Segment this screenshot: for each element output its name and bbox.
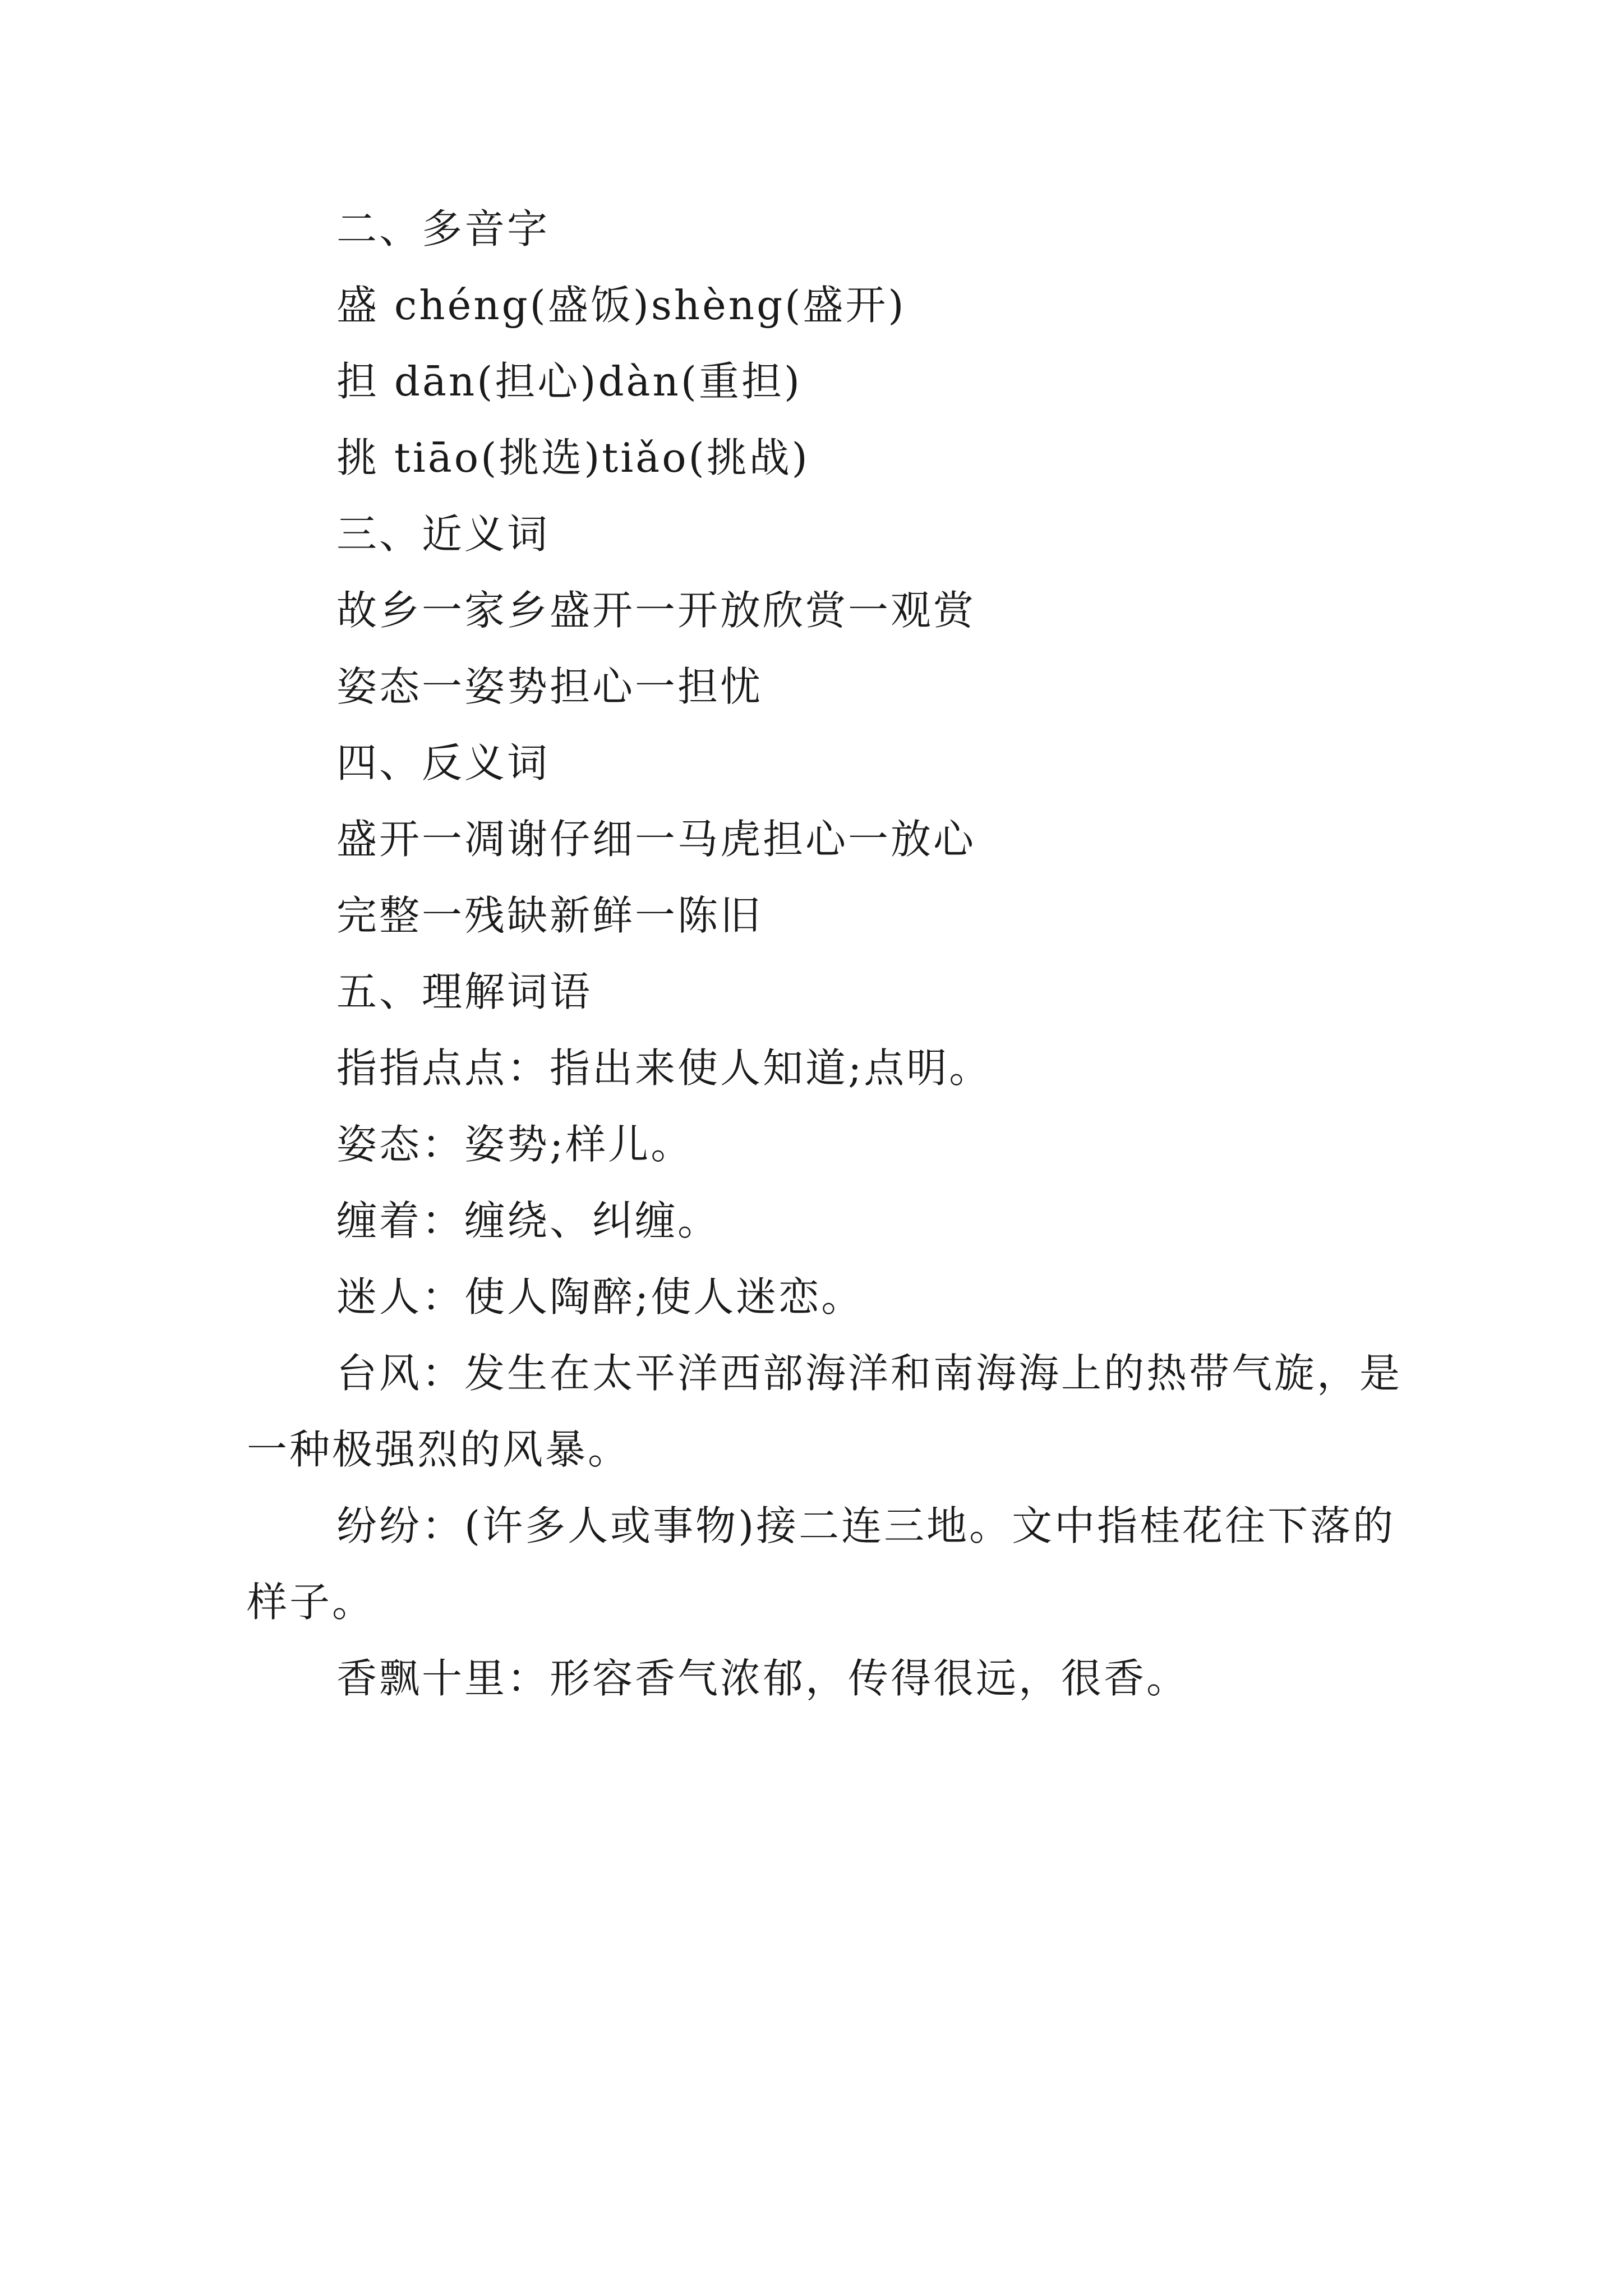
vocabulary-definition-paragraph: 香飘十里：形容香气浓郁，传得很远，很香。 [336,1655,1189,1702]
vocabulary-definition: 指指点点：指出来使人知道;点明。 [336,1045,992,1092]
antonym-item: 盛开一凋谢仔细一马虎担心一放心 [336,816,976,863]
polyphonic-item: 盛 chéng(盛饭)shèng(盛开) [336,282,906,329]
section-heading-vocabulary: 五、理解词语 [336,968,593,1015]
vocabulary-definition: 迷人：使人陶醉;使人迷恋。 [336,1273,864,1320]
synonym-item: 姿态一姿势担心一担忧 [336,663,763,710]
document-body [247,191,1402,1717]
section-heading-antonyms: 四、反义词 [336,739,550,786]
vocabulary-definition: 缠着：缠绕、纠缠。 [336,1197,721,1244]
section-heading-synonyms: 三、近义词 [336,510,550,558]
polyphonic-item: 担 dān(担心)dàn(重担) [336,358,803,405]
synonym-item: 故乡一家乡盛开一开放欣赏一观赏 [336,587,976,634]
antonym-item: 完整一残缺新鲜一陈旧 [336,892,763,939]
section-heading-polyphonic: 二、多音字 [336,205,550,252]
polyphonic-item: 挑 tiāo(挑选)tiǎo(挑战) [336,434,810,481]
vocabulary-definition-paragraph: 台风：发生在太平洋西部海洋和南海海上的热带气旋，是一种极强烈的风暴。 [247,1350,1403,1473]
vocabulary-definition: 姿态：姿势;样儿。 [336,1121,694,1168]
vocabulary-definition-paragraph: 纷纷：(许多人或事物)接二连三地。文中指桂花往下落的样子。 [247,1502,1396,1626]
